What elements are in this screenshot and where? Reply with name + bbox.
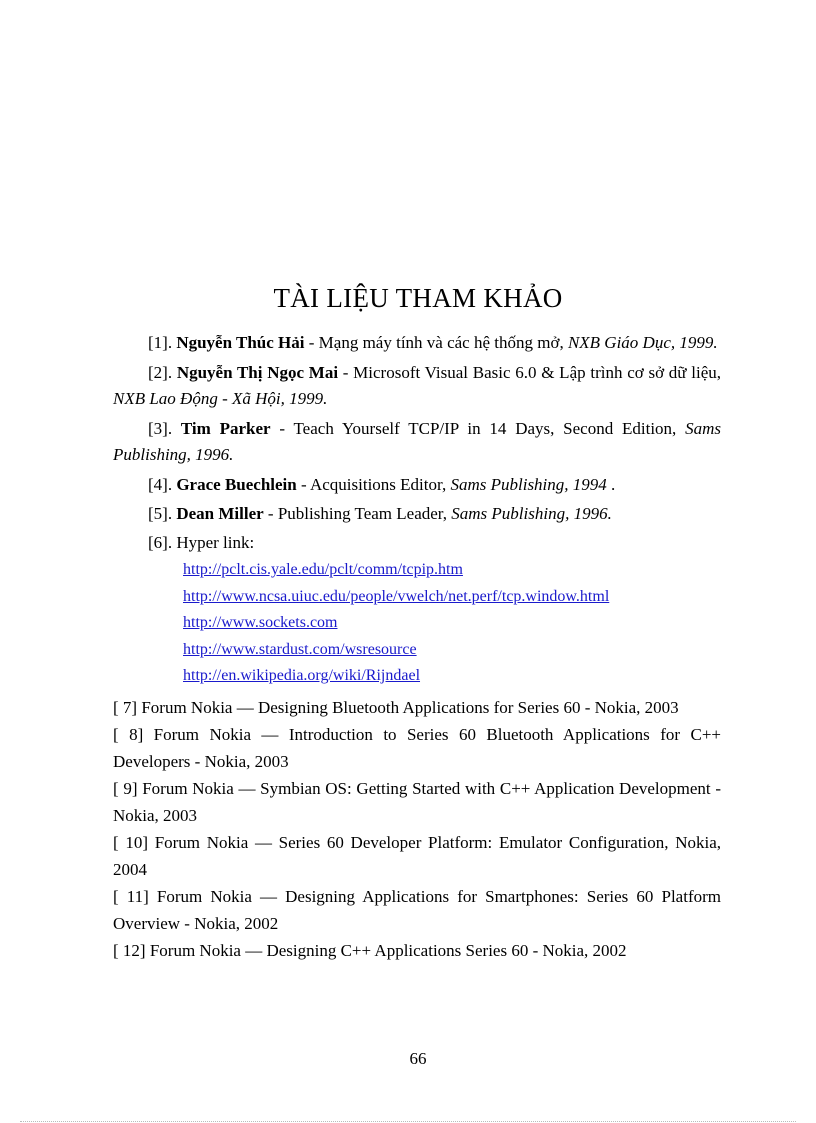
reference-publisher: NXB Lao Động - Xã Hội, 1999. [113,389,328,408]
references-list [113,330,721,964]
reference-tail: . [606,475,616,494]
reference-number: [2]. [148,363,173,382]
reference-author: Nguyễn Thị Ngọc Mai [176,363,339,382]
reference-text: - Mạng máy tính và các hệ thống mở, [304,333,568,352]
reference-text: - Acquisitions Editor, [296,475,451,494]
hyperlink[interactable]: http://www.stardust.com/wsresource [183,640,417,658]
nokia-reference: [ 8] Forum Nokia — Introduction to Series 60 Bluetooth Applications for C++ Developers - Nokia, 2003 [113,724,721,771]
reference-publisher: Sams Publishing, 1996. [113,419,721,464]
reference-item [113,360,721,412]
page-title: TÀI LIỆU THAM KHẢO [273,283,563,313]
reference-item [113,472,721,498]
reference-text: - Microsoft Visual Basic 6.0 & Lập trình cơ sở dữ liệu, [338,363,721,382]
reference-number: [3]. [148,419,173,438]
reference-number: [1]. [148,333,173,352]
reference-item [113,330,721,356]
reference-number: [5]. [148,504,173,523]
reference-item-hyperlinks [113,530,721,556]
reference-author: Nguyễn Thúc Hải [176,333,305,352]
hyperlink-list [183,557,721,690]
hyperlink-label: Hyper link: [176,533,255,552]
reference-number: [6]. [148,533,173,552]
reference-text: - Publishing Team Leader, [263,504,452,523]
nokia-reference: [ 10] Forum Nokia — Series 60 Developer Platform: Emulator Configuration, Nokia, 2004 [113,832,721,879]
reference-publisher: NXB Giáo Dục, 1999. [567,333,718,352]
hyperlink[interactable]: http://www.sockets.com [183,614,338,631]
hyperlink[interactable]: http://www.ncsa.uiuc.edu/people/vwelch/net.perf/tcp.window.html [183,587,610,605]
reference-number: [4]. [148,475,173,494]
reference-item [113,416,721,468]
reference-publisher: Sams Publishing, 1994 [450,475,607,494]
reference-text: - Teach Yourself TCP/IP in 14 Days, Second Edition, [270,419,686,438]
footer-divider [20,1121,796,1122]
hyperlink[interactable]: http://pclt.cis.yale.edu/pclt/comm/tcpip.htm [183,561,463,578]
reference-item [113,501,721,527]
reference-author: Tim Parker [180,419,271,438]
page-number: 66 [409,1049,427,1068]
reference-author: Dean Miller [176,504,264,523]
reference-publisher: Sams Publishing, 1996. [451,504,612,523]
nokia-reference: [ 9] Forum Nokia — Symbian OS: Getting Started with C++ Application Development - Nokia, 2003 [113,778,721,825]
nokia-reference: [ 7] Forum Nokia — Designing Bluetooth Applications for Series 60 - Nokia, 2003 [113,697,679,717]
nokia-reference: [ 11] Forum Nokia — Designing Applications for Smartphones: Series 60 Platform Overview - Nokia, 2002 [113,886,721,933]
hyperlink[interactable]: http://en.wikipedia.org/wiki/Rijndael [183,667,421,684]
reference-author: Grace Buechlein [176,475,297,494]
nokia-reference: [ 12] Forum Nokia — Designing C++ Applications Series 60 - Nokia, 2002 [113,940,627,960]
